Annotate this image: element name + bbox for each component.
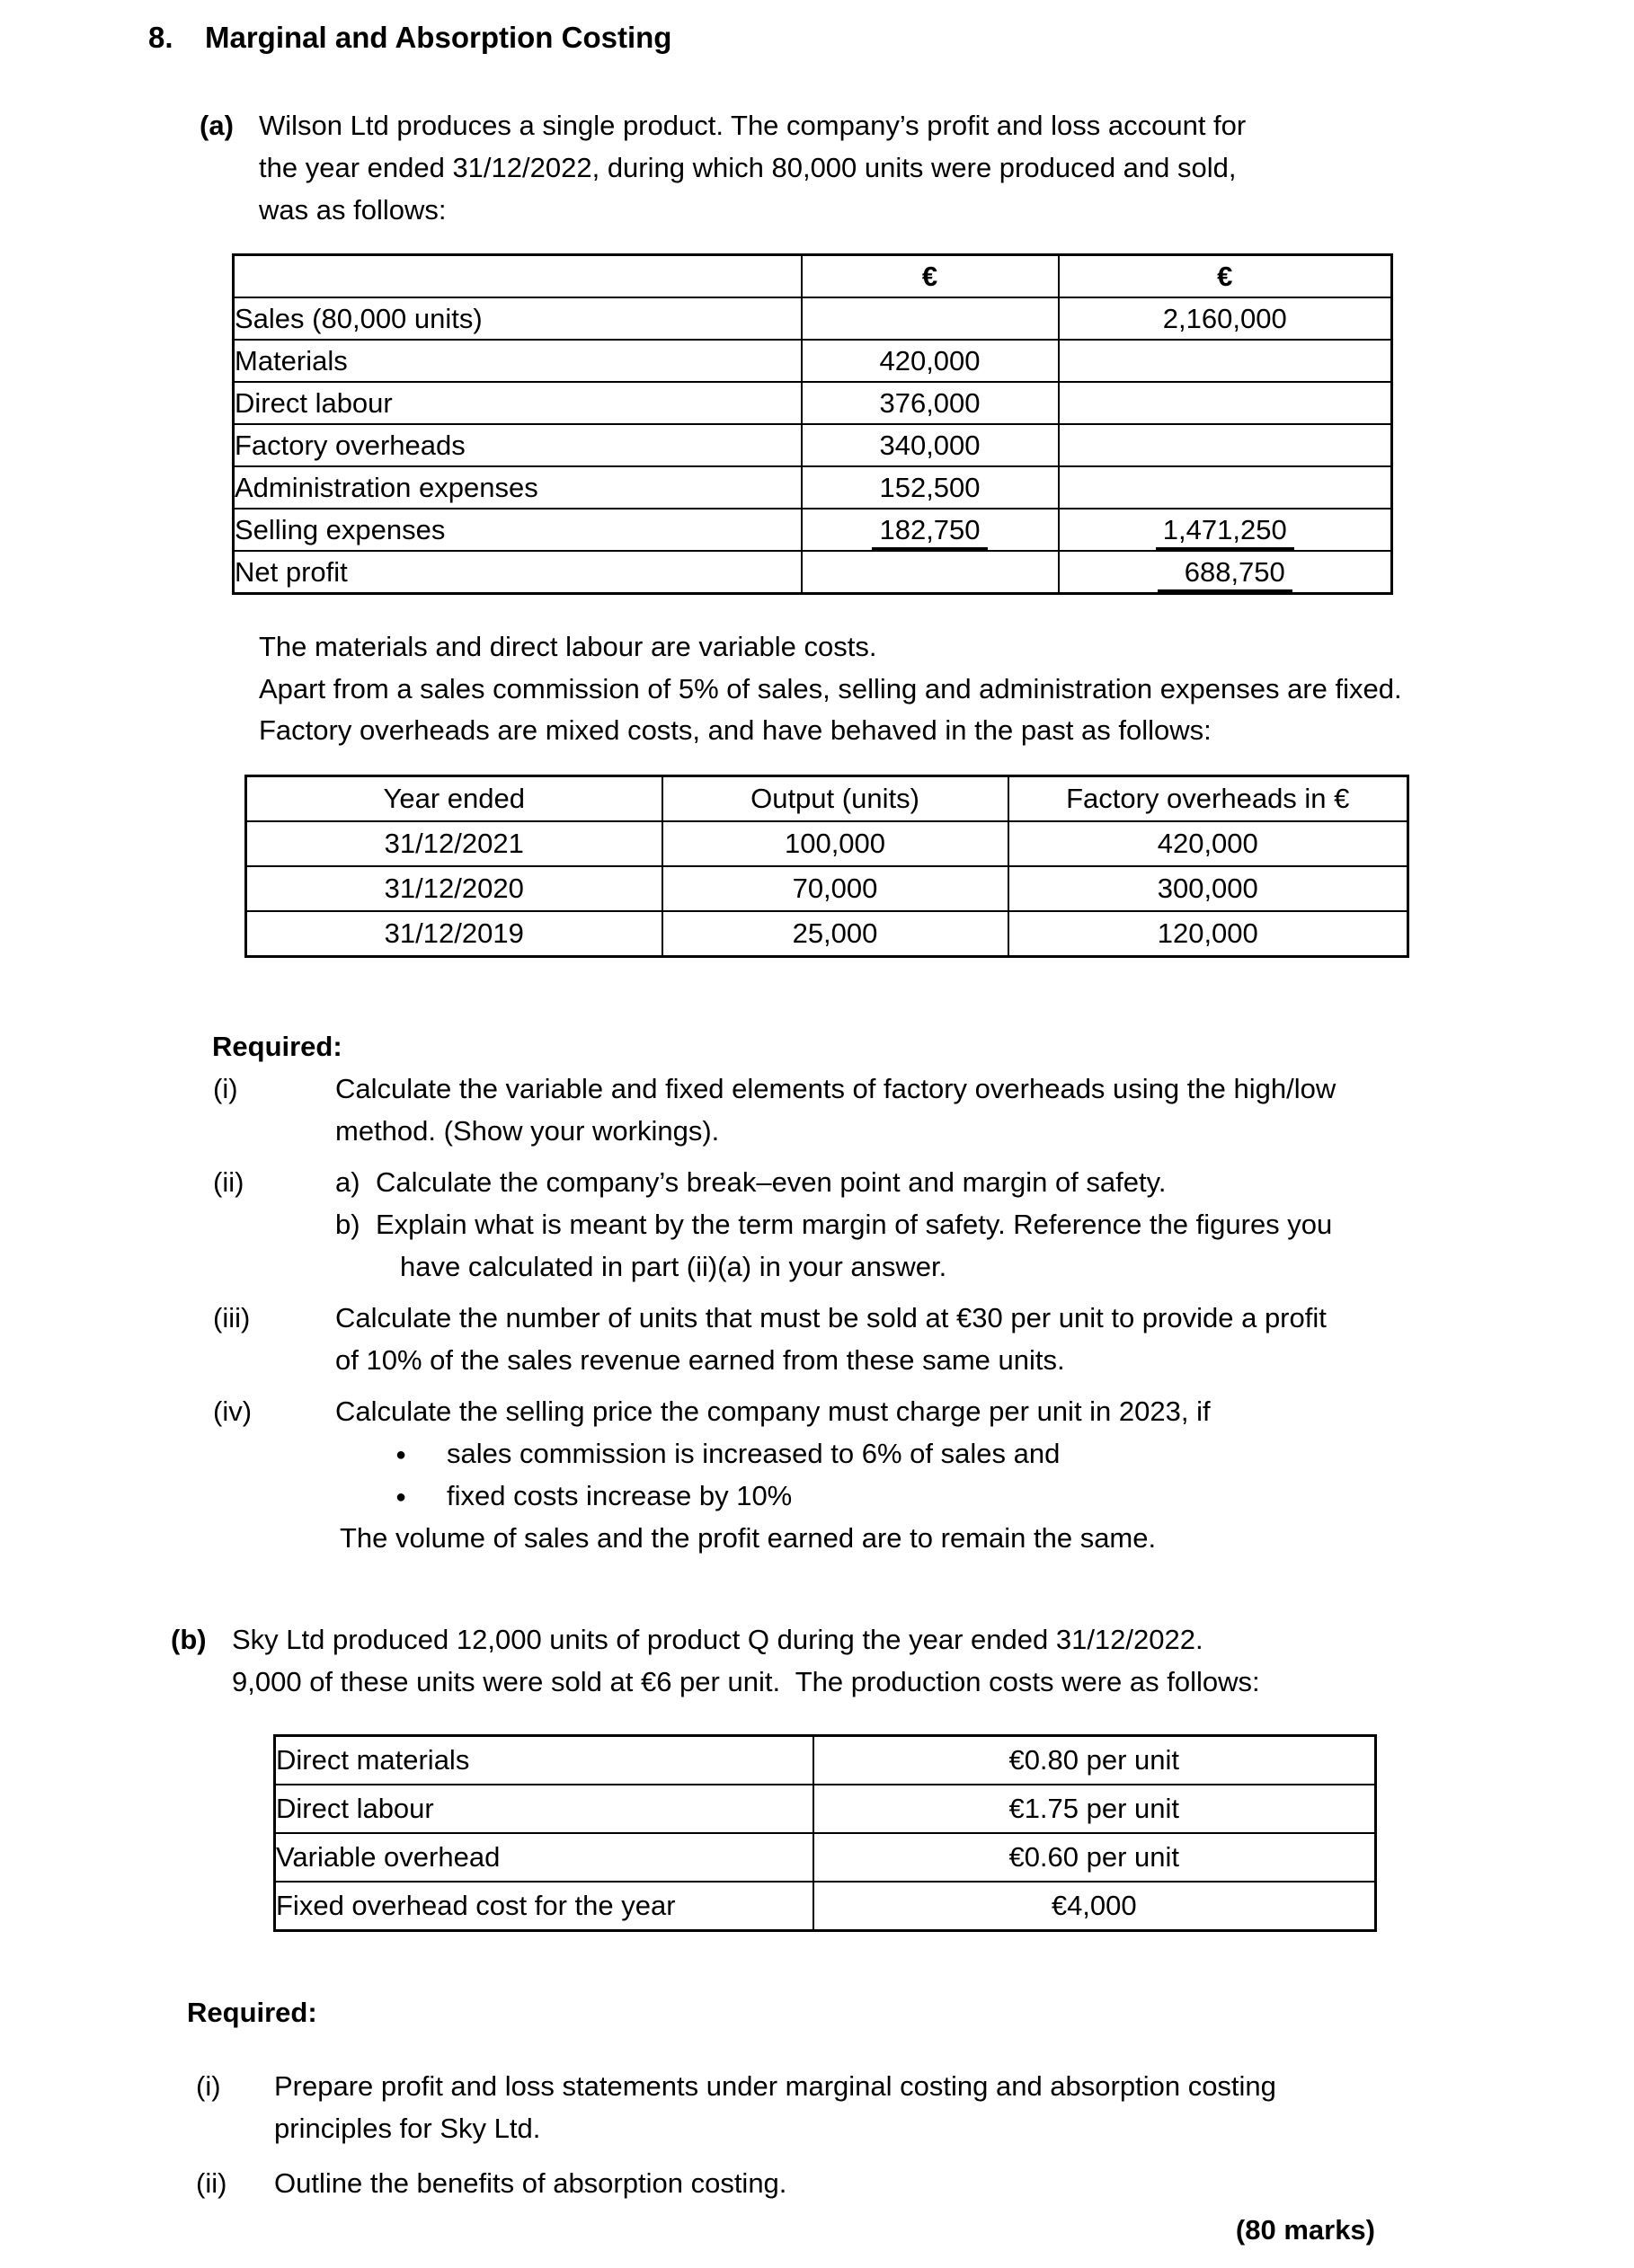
part-a-line: the year ended 31/12/2022, during which 80,000 units were produced and sold, xyxy=(259,152,1237,183)
item-i-line: method. (Show your workings). xyxy=(335,1115,720,1147)
bullet-item xyxy=(395,1478,792,1515)
table-cell xyxy=(802,551,1059,594)
overhead-cell: 420,000 xyxy=(1008,821,1408,866)
table-row xyxy=(246,821,1408,866)
table-row xyxy=(246,866,1408,911)
amount-cell xyxy=(1059,551,1392,594)
cost-label: Direct labour xyxy=(275,1785,813,1833)
cost-label: Direct materials xyxy=(275,1736,813,1785)
item-iv-intro: Calculate the selling price the company must charge per unit in 2023, if xyxy=(335,1395,1211,1427)
question-number: 8. xyxy=(148,21,173,54)
table-cell xyxy=(1059,466,1392,509)
item-i-line: Calculate the variable and fixed elements of factory overheads using the high/low xyxy=(335,1073,1337,1104)
row-label: Net profit xyxy=(234,551,802,594)
table-row xyxy=(275,1785,1376,1833)
item-iii-line: of 10% of the sales revenue earned from these same units. xyxy=(335,1344,1065,1376)
table-cell xyxy=(1059,340,1392,382)
item-iv-label: (iv) xyxy=(213,1395,253,1427)
underlined-amount: 182,750 xyxy=(872,514,987,550)
item-iv-footer: The volume of sales and the profit earned are to remain the same. xyxy=(340,1522,1157,1554)
bullet-text: fixed costs increase by 10% xyxy=(447,1480,793,1511)
output-cell: 70,000 xyxy=(662,866,1008,911)
bullet-text: sales commission is increased to 6% of sales and xyxy=(447,1438,1061,1469)
item-i-line: Prepare profit and loss statements under marginal costing and absorption costing xyxy=(274,2070,1276,2102)
cost-value: €1.75 per unit xyxy=(813,1785,1376,1833)
double-underlined-total: 688,750 xyxy=(1158,556,1292,594)
part-a-label: (a) xyxy=(200,110,234,141)
currency-header: € xyxy=(1059,255,1392,298)
item-i-line: principles for Sky Ltd. xyxy=(274,2113,541,2144)
cost-label: Fixed overhead cost for the year xyxy=(275,1882,813,1931)
output-cell: 25,000 xyxy=(662,911,1008,957)
table-cell xyxy=(802,297,1059,340)
bullet-icon: ● xyxy=(395,1487,407,1507)
item-iii-label: (iii) xyxy=(213,1302,251,1333)
table-row xyxy=(234,382,1392,424)
item-i-label: (i) xyxy=(196,2070,221,2102)
amount-cell: 152,500 xyxy=(802,466,1059,509)
column-header: Year ended xyxy=(246,776,662,822)
item-ii-a-label: a) xyxy=(335,1166,360,1198)
table-cell xyxy=(1059,382,1392,424)
table-row xyxy=(234,340,1392,382)
notes-line: The materials and direct labour are variable costs. xyxy=(259,631,877,662)
cost-value: €4,000 xyxy=(813,1882,1376,1931)
notes-line: Factory overheads are mixed costs, and have behaved in the past as follows: xyxy=(259,714,1212,746)
item-ii-b-label: b) xyxy=(335,1209,360,1240)
table-row xyxy=(275,1882,1376,1931)
year-cell: 31/12/2020 xyxy=(246,866,662,911)
item-ii-b-line: have calculated in part (ii)(a) in your answer. xyxy=(400,1251,947,1282)
row-label: Selling expenses xyxy=(234,509,802,551)
page-title: Marginal and Absorption Costing xyxy=(205,21,672,54)
required-heading: Required: xyxy=(212,1031,342,1062)
part-b-label: (b) xyxy=(171,1624,207,1655)
amount-cell xyxy=(1059,509,1392,551)
table-row xyxy=(234,551,1392,594)
part-b-line: 9,000 of these units were sold at €6 per unit. The production costs were as follows: xyxy=(232,1666,1260,1697)
cost-label: Variable overhead xyxy=(275,1833,813,1882)
bullet-item xyxy=(395,1436,1060,1473)
table-row xyxy=(234,424,1392,466)
year-cell: 31/12/2019 xyxy=(246,911,662,957)
part-b-line: Sky Ltd produced 12,000 units of product Q during the year ended 31/12/2022. xyxy=(232,1624,1203,1655)
overhead-cell: 120,000 xyxy=(1008,911,1408,957)
production-costs-table xyxy=(273,1734,1377,1932)
item-iii-line: Calculate the number of units that must be sold at €30 per unit to provide a profit xyxy=(335,1302,1327,1333)
cost-value: €0.60 per unit xyxy=(813,1833,1376,1882)
table-row xyxy=(234,509,1392,551)
column-header: Output (units) xyxy=(662,776,1008,822)
marks-total: (80 marks) xyxy=(1235,2214,1375,2246)
item-ii-a-text: Calculate the company’s break–even point and margin of safety. xyxy=(376,1166,1167,1198)
underlined-amount: 1,471,250 xyxy=(1156,514,1294,550)
table-row xyxy=(234,297,1392,340)
row-label: Sales (80,000 units) xyxy=(234,297,802,340)
output-cell: 100,000 xyxy=(662,821,1008,866)
item-ii-label: (ii) xyxy=(196,2167,227,2199)
cost-value: €0.80 per unit xyxy=(813,1736,1376,1785)
row-label: Administration expenses xyxy=(234,466,802,509)
column-header: Factory overheads in € xyxy=(1008,776,1408,822)
item-ii-b-line: Explain what is meant by the term margin of safety. Reference the figures you xyxy=(376,1209,1333,1240)
overhead-cell: 300,000 xyxy=(1008,866,1408,911)
currency-header: € xyxy=(802,255,1059,298)
amount-cell: 420,000 xyxy=(802,340,1059,382)
table-row xyxy=(234,466,1392,509)
factory-overheads-table xyxy=(244,775,1409,958)
row-label: Materials xyxy=(234,340,802,382)
table-row xyxy=(234,255,1392,298)
item-ii-label: (ii) xyxy=(213,1166,244,1198)
table-row xyxy=(275,1736,1376,1785)
required-heading: Required: xyxy=(187,1997,317,2028)
table-row xyxy=(275,1833,1376,1882)
item-i-label: (i) xyxy=(213,1073,238,1104)
table-cell xyxy=(1059,424,1392,466)
part-a-line: was as follows: xyxy=(259,194,447,226)
year-cell: 31/12/2021 xyxy=(246,821,662,866)
table-header-row xyxy=(246,776,1408,822)
table-row xyxy=(246,911,1408,957)
amount-cell: 376,000 xyxy=(802,382,1059,424)
row-label: Direct labour xyxy=(234,382,802,424)
amount-cell xyxy=(802,509,1059,551)
notes-line: Apart from a sales commission of 5% of sales, selling and administration expenses are fixed. xyxy=(259,673,1402,704)
profit-loss-table xyxy=(232,253,1393,595)
part-a-line: Wilson Ltd produces a single product. The company’s profit and loss account for xyxy=(259,110,1247,141)
table-cell xyxy=(234,255,802,298)
bullet-icon: ● xyxy=(395,1445,407,1465)
amount-cell: 340,000 xyxy=(802,424,1059,466)
row-label: Factory overheads xyxy=(234,424,802,466)
item-ii-text: Outline the benefits of absorption costing. xyxy=(274,2167,787,2199)
amount-cell: 2,160,000 xyxy=(1059,297,1392,340)
